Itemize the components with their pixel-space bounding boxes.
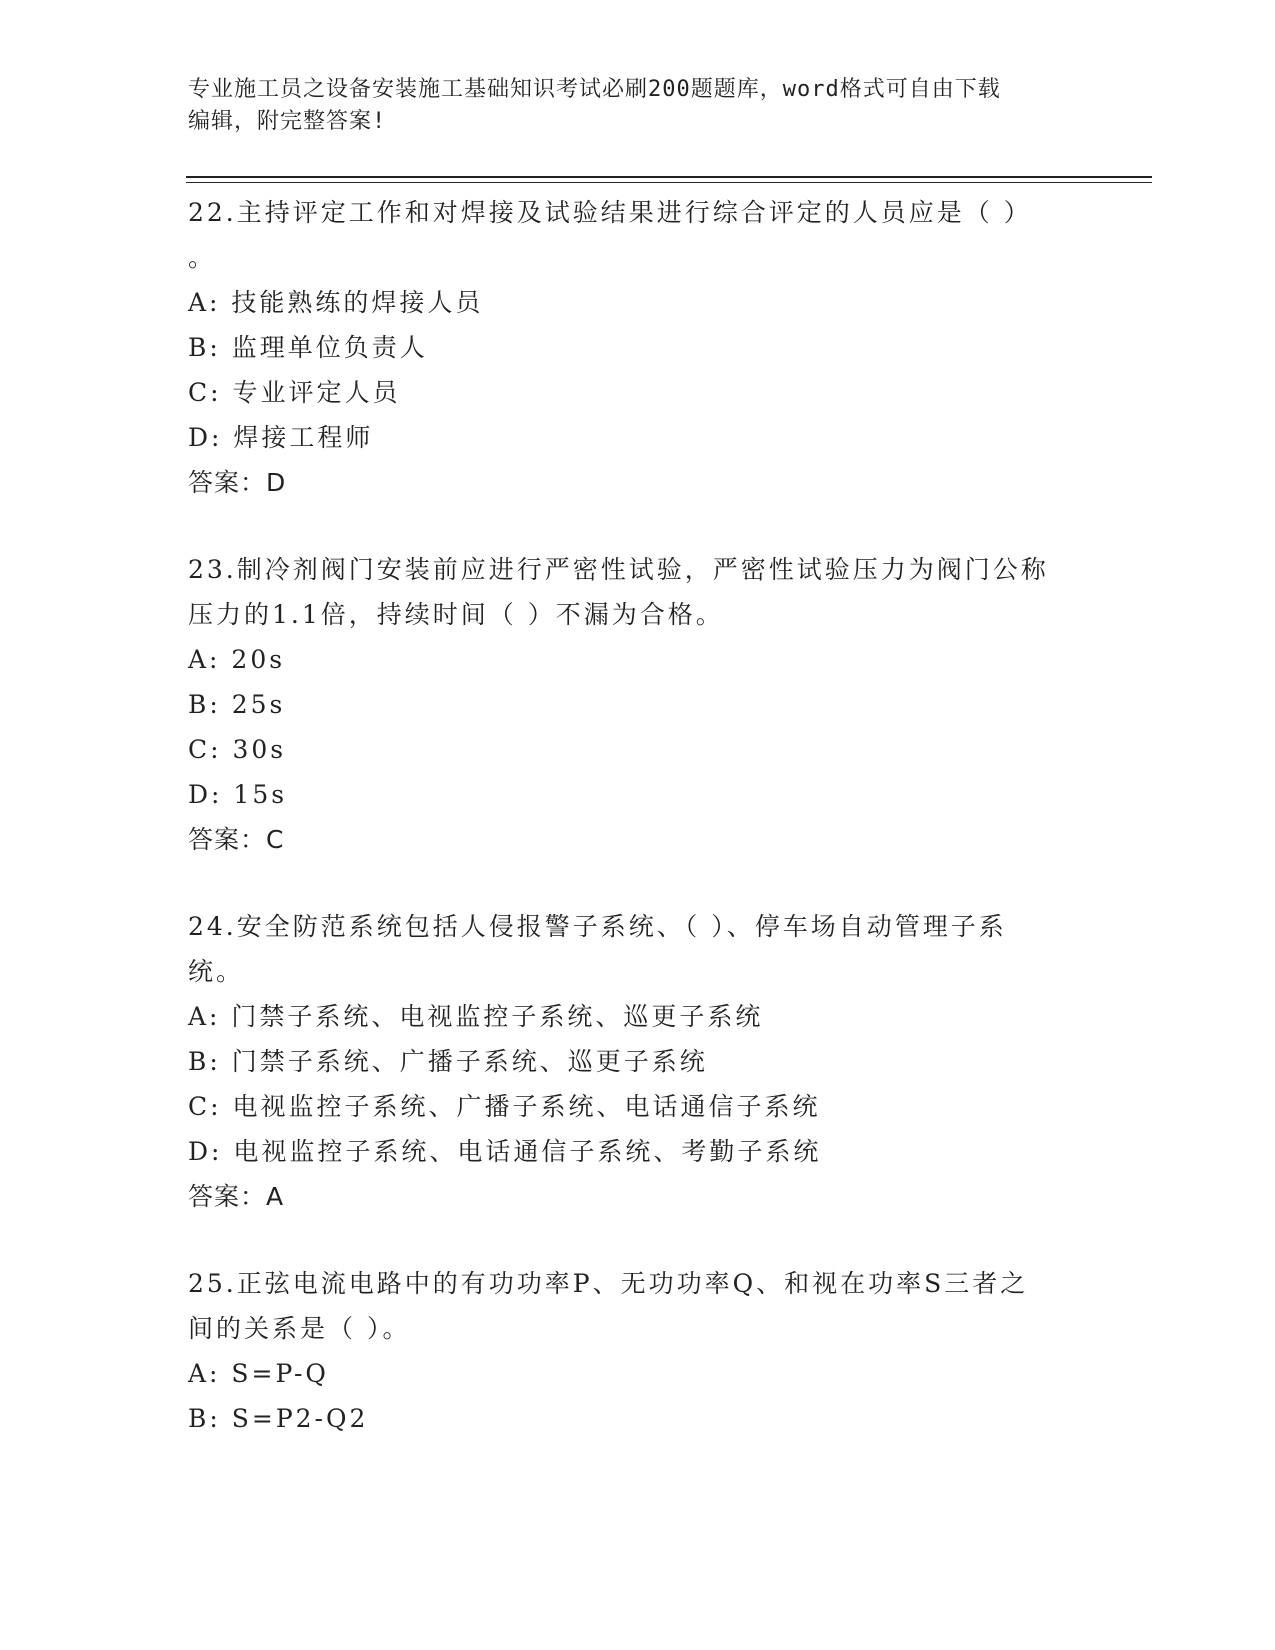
option-c: C: 专业评定人员	[188, 378, 401, 407]
option-a: A: 技能熟练的焊接人员	[188, 288, 484, 317]
question-23	[188, 547, 1088, 862]
option-a: A: 20s	[188, 645, 286, 674]
question-text: 23.制冷剂阀门安装前应进行严密性试验，严密性试验压力为阀门公称	[188, 555, 1049, 584]
header-line: 编辑，附完整答案!	[188, 109, 387, 134]
question-text: 统。	[188, 957, 245, 986]
option-a: A: 门禁子系统、电视监控子系统、巡更子系统	[188, 1002, 764, 1031]
option-b: B: 25s	[188, 690, 286, 719]
option-b: B: 监理单位负责人	[188, 333, 428, 362]
question-22	[188, 190, 1088, 505]
question-text: 25.正弦电流电路中的有功功率P、无功功率Q、和视在功率S三者之	[188, 1269, 1029, 1298]
question-text: 。	[188, 243, 217, 272]
option-c: C: 30s	[188, 735, 287, 764]
answer: 答案：A	[188, 1182, 285, 1211]
option-d: D: 15s	[188, 780, 288, 809]
option-b: B: 门禁子系统、广播子系统、巡更子系统	[188, 1047, 708, 1076]
question-text: 间的关系是（ ）。	[188, 1314, 411, 1343]
question-text: 22.主持评定工作和对焊接及试验结果进行综合评定的人员应是（ ）	[188, 198, 1032, 227]
question-24	[188, 904, 1088, 1219]
option-b: B: S=P2-Q2	[188, 1404, 369, 1433]
document-header	[188, 74, 1068, 138]
header-line: 专业施工员之设备安装施工基础知识考试必刷200题题库，word格式可自由下载	[188, 77, 1001, 102]
option-c: C: 电视监控子系统、广播子系统、电话通信子系统	[188, 1092, 821, 1121]
header-divider-thin	[186, 182, 1152, 183]
question-list	[188, 190, 1088, 1483]
question-25	[188, 1261, 1088, 1441]
option-a: A: S=P-Q	[188, 1359, 329, 1388]
answer: 答案：C	[188, 825, 285, 854]
option-d: D: 电视监控子系统、电话通信子系统、考勤子系统	[188, 1137, 822, 1166]
answer: 答案：D	[188, 468, 287, 497]
header-divider	[186, 176, 1152, 178]
option-d: D: 焊接工程师	[188, 423, 374, 452]
question-text: 压力的1.1倍，持续时间（ ）不漏为合格。	[188, 600, 724, 629]
question-text: 24.安全防范系统包括人侵报警子系统、（ ）、停车场自动管理子系	[188, 912, 1007, 941]
